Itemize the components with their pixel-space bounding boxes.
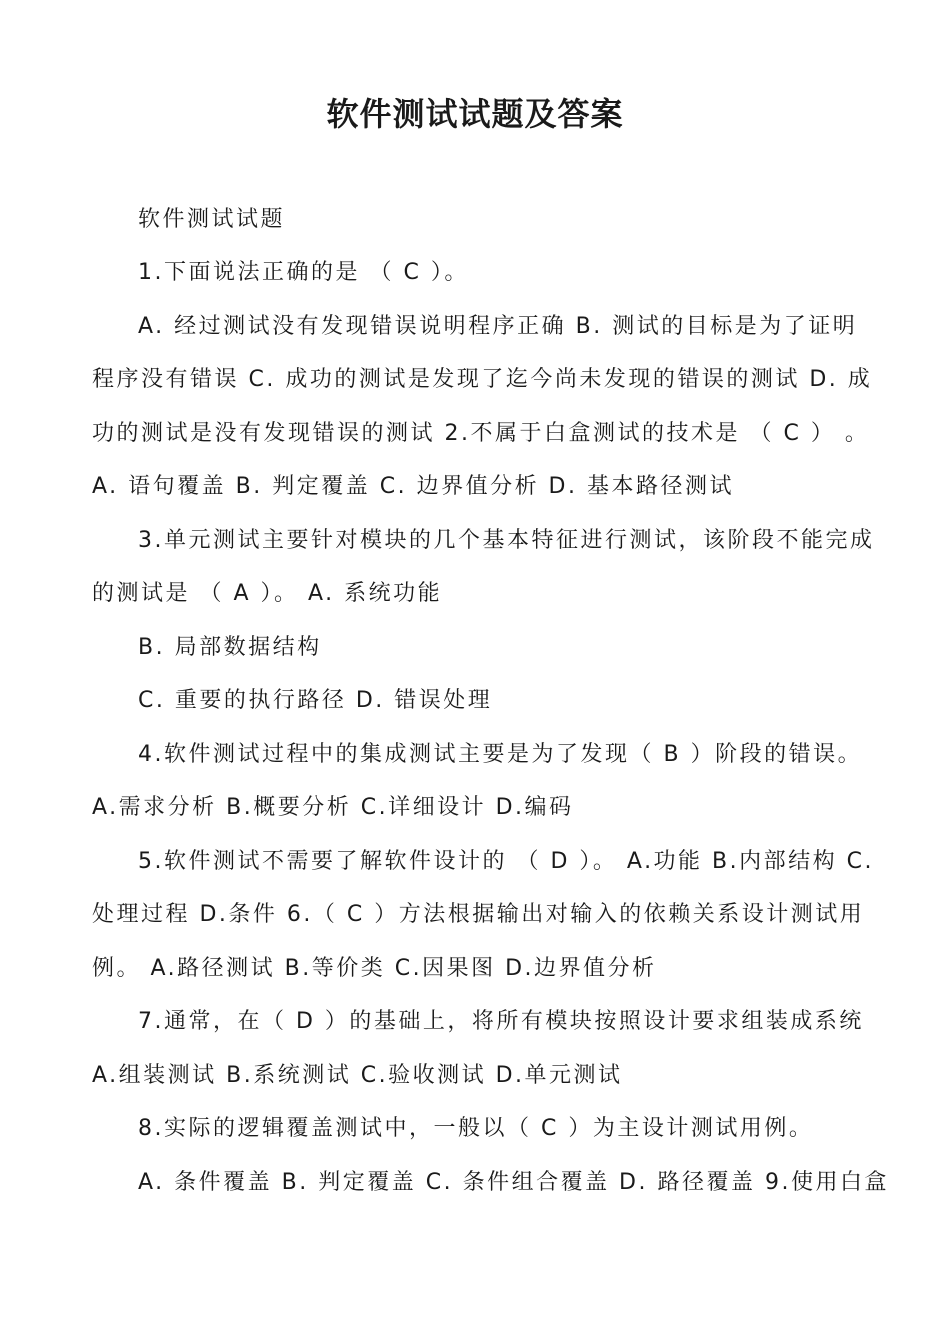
- question-5-line-1: 5.软件测试不需要了解软件设计的 （ D ）。 A.功能 B.内部结构 C.: [138, 849, 874, 874]
- question-3-line-1: 3.单元测试主要针对模块的几个基本特征进行测试，该阶段不能完成: [138, 528, 875, 553]
- question-1: 1.下面说法正确的是 （ C ）。: [138, 260, 469, 285]
- question-4-options: A.需求分析 B.概要分析 C.详细设计 D.编码: [92, 795, 574, 820]
- question-7: 7.通常，在（ D ）的基础上，将所有模块按照设计要求组装成系统: [138, 1009, 864, 1034]
- question-6-options: 例。 A.路径测试 B.等价类 C.因果图 D.边界值分析: [92, 956, 657, 981]
- question-5-6-line: 处理过程 D.条件 6.（ C ）方法根据输出对输入的依赖关系设计测试用: [92, 902, 865, 927]
- question-7-options: A.组装测试 B.系统测试 C.验收测试 D.单元测试: [92, 1063, 623, 1088]
- document-title: 软件测试试题及答案: [326, 95, 624, 133]
- question-3-line-2: 的测试是 （ A ）。 A. 系统功能: [92, 581, 443, 606]
- question-3-options-cd: C. 重要的执行路径 D. 错误处理: [138, 688, 493, 713]
- question-2-options: A. 语句覆盖 B. 判定覆盖 C. 边界值分析 D. 基本路径测试: [92, 474, 734, 499]
- question-3-option-b: B. 局部数据结构: [138, 635, 322, 660]
- question-2-line: 功的测试是没有发现错误的测试 2.不属于白盒测试的技术是 （ C ） 。: [92, 421, 870, 446]
- question-8-options: A. 条件覆盖 B. 判定覆盖 C. 条件组合覆盖 D. 路径覆盖 9.使用白盒: [138, 1170, 889, 1195]
- question-8: 8.实际的逻辑覆盖测试中，一般以（ C ）为主设计测试用例。: [138, 1116, 814, 1141]
- question-1-options-line-2: 程序没有错误 C. 成功的测试是发现了迄今尚未发现的错误的测试 D. 成: [92, 367, 873, 392]
- question-1-options-line-1: A. 经过测试没有发现错误说明程序正确 B. 测试的目标是为了证明: [138, 314, 858, 339]
- question-4: 4.软件测试过程中的集成测试主要是为了发现（ B ）阶段的错误。: [138, 742, 863, 767]
- section-heading: 软件测试试题: [138, 207, 286, 232]
